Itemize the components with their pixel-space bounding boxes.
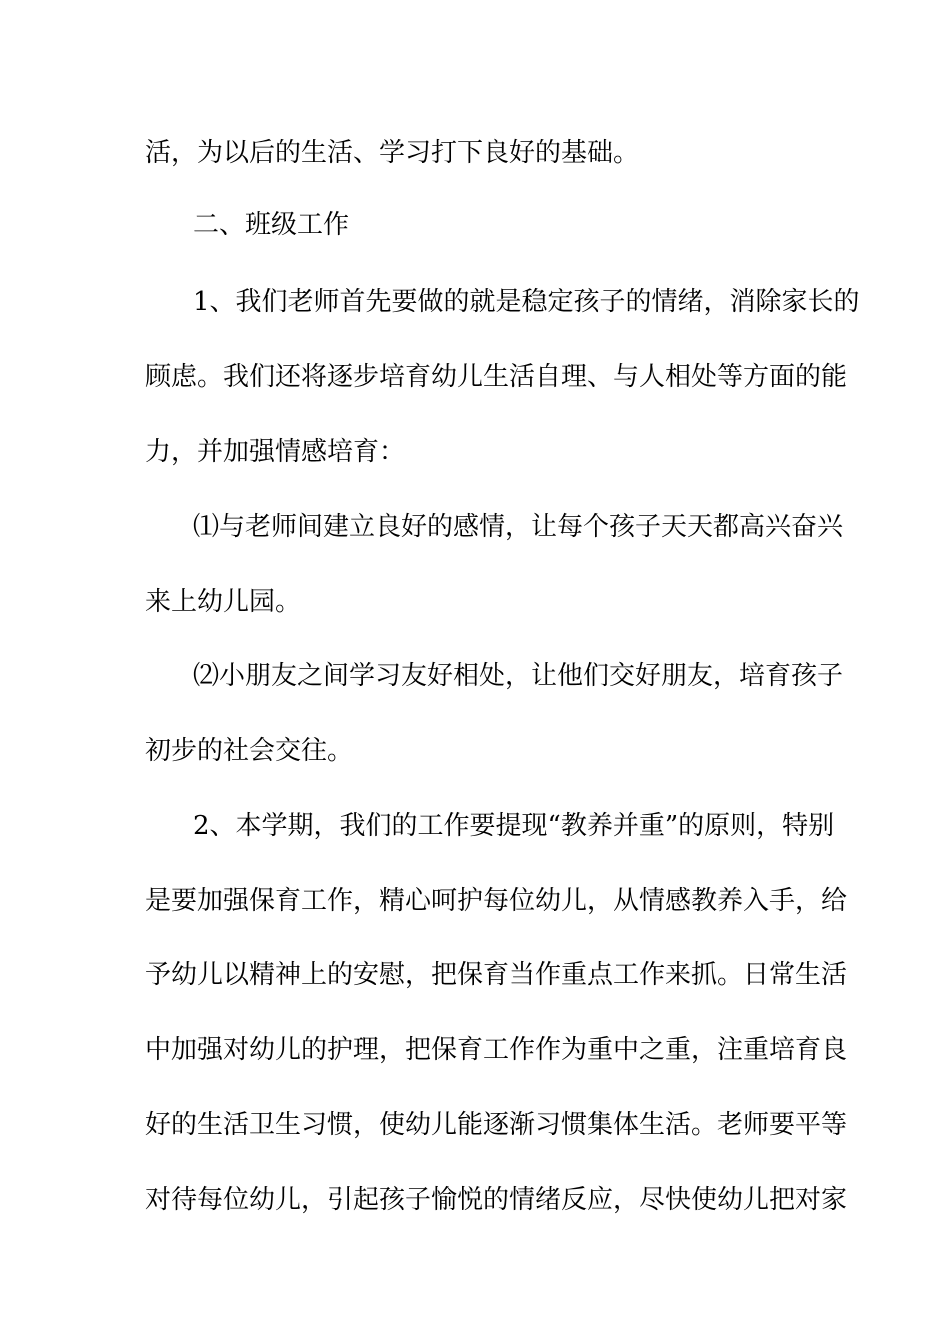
paragraph-line: 中加强对幼儿的护理，把保育工作作为重中之重，注重培育良 bbox=[145, 1035, 848, 1065]
paragraph-line: 顾虑。我们还将逐步培育幼儿生活自理、与人相处等方面的能 bbox=[145, 362, 848, 392]
paragraph-line: 来上幼儿园。 bbox=[145, 587, 302, 617]
section-heading: 二、班级工作 bbox=[193, 210, 350, 240]
paragraph-line: 初步的社会交往。 bbox=[145, 736, 354, 766]
paragraph-line: 对待每位幼儿，引起孩子愉悦的情绪反应，尽快使幼儿把对家 bbox=[145, 1185, 848, 1215]
text-line-continuation: 活，为以后的生活、学习打下良好的基础。 bbox=[145, 138, 640, 168]
paragraph-line: 予幼儿以精神上的安慰，把保育当作重点工作来抓。日常生活 bbox=[145, 960, 848, 990]
paragraph-line: 力，并加强情感培育： bbox=[145, 437, 406, 467]
paragraph-line: 好的生活卫生习惯，使幼儿能逐渐习惯集体生活。老师要平等 bbox=[145, 1110, 848, 1140]
paragraph-line: 1、我们老师首先要做的就是稳定孩子的情绪，消除家长的 bbox=[193, 287, 860, 317]
paragraph-line: ⑴与老师间建立良好的感情，让每个孩子天天都高兴奋兴 bbox=[193, 512, 844, 542]
paragraph-line: 2、本学期，我们的工作要提现“教养并重”的原则，特别 bbox=[193, 811, 835, 841]
paragraph-line: 是要加强保育工作，精心呵护每位幼儿，从情感教养入手，给 bbox=[145, 886, 848, 916]
paragraph-line: ⑵小朋友之间学习友好相处，让他们交好朋友，培育孩子 bbox=[193, 661, 844, 691]
